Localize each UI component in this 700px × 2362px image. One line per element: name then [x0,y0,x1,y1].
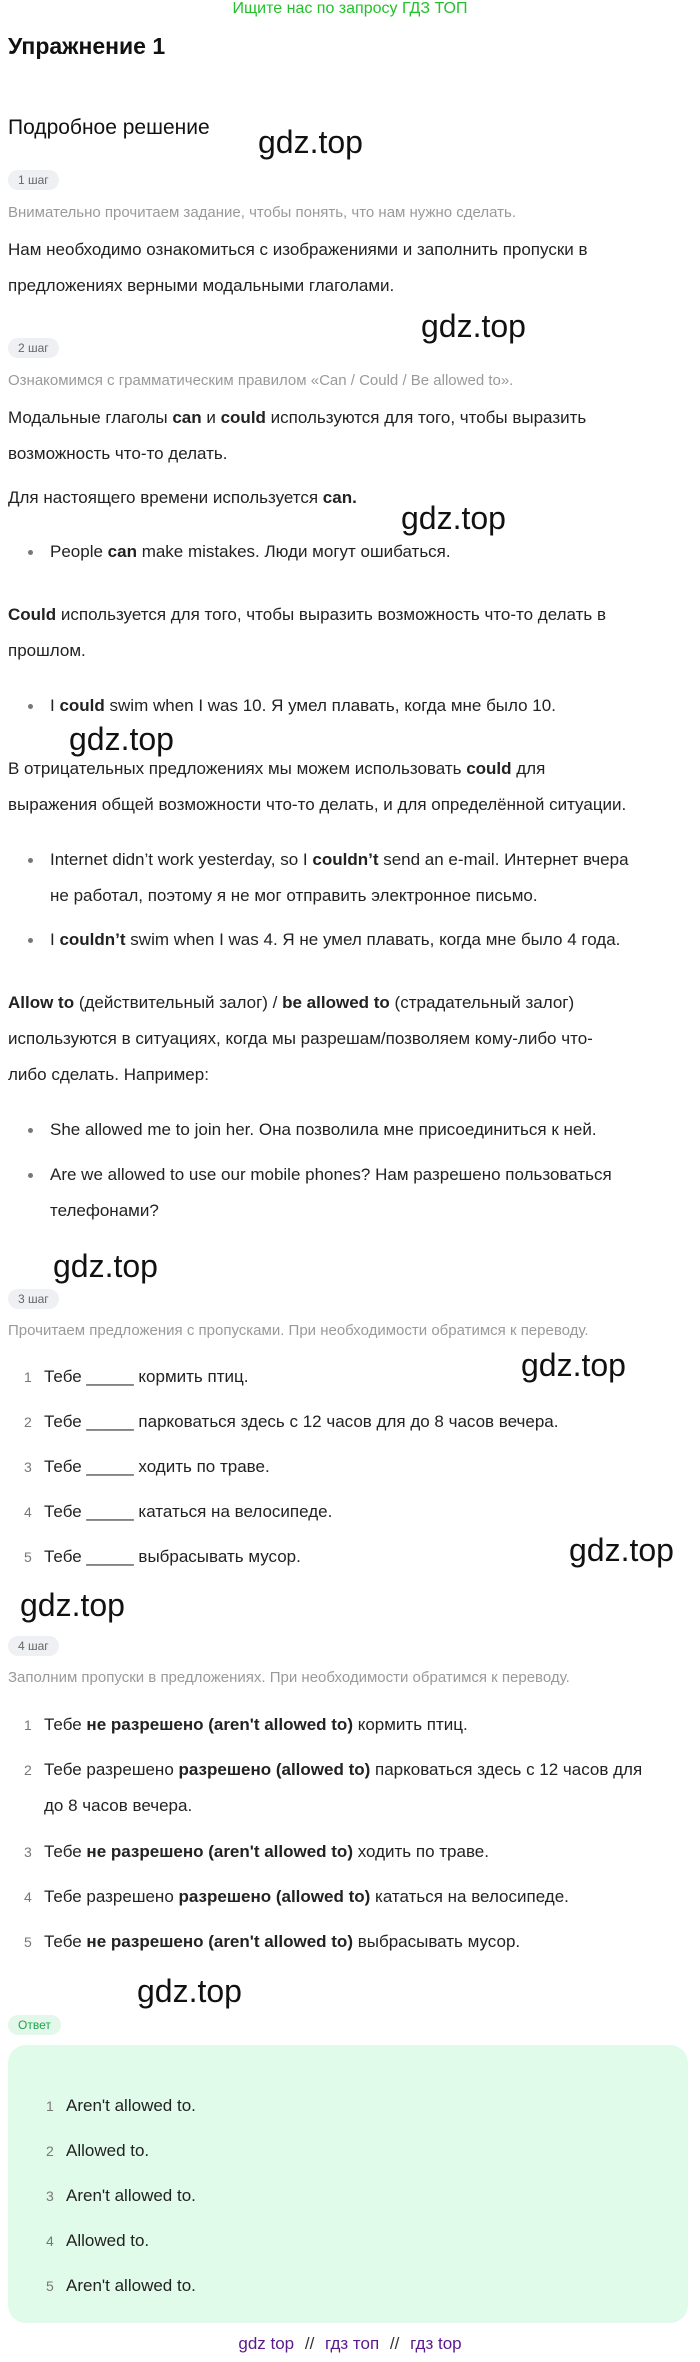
answer-badge: Ответ [8,2015,61,2035]
section-title: Подробное решение [8,116,210,139]
list-item: 3 Тебе _____ ходить по траве. [24,1457,270,1476]
footer-link-gdz-top-mixed[interactable]: гдз top [410,2334,462,2353]
page-title: Упражнение 1 [8,33,166,59]
list-item: 2 Тебе разрешено разрешено (allowed to) парковаться здесь с 12 часов для до 8 часов вечера. [24,1760,643,1815]
paragraph: Could используется для того, чтобы выразить возможность что-то делать в прошлом. [8,605,606,660]
answer-item: 4 Allowed to. [46,2231,150,2250]
list-item: I could swim when I was 10. Я умел плавать, когда мне было 10. [24,688,684,724]
paragraph: В отрицательных предложениях мы можем использовать could для выражения общей возможности что-то делать, и для определённой ситуации. [8,759,627,814]
step-badge: 2 шаг [8,338,59,358]
step-badge: 4 шаг [8,1636,59,1656]
answer-item: 3 Aren't allowed to. [46,2186,196,2205]
footer-separator: // [304,2334,315,2353]
step-badge: 3 шаг [8,1289,59,1309]
paragraph: Для настоящего времени используется can. [8,488,357,507]
footer-link-gdz-top-ru[interactable]: гдз топ [325,2334,380,2353]
paragraph: Нам необходимо ознакомиться с изображениями и заполнить пропуски в предложениях верными модальными глаголами. [8,240,588,295]
paragraph: Модальные глаголы can и could используются для того, чтобы выразить возможность что-то делать. [8,408,587,463]
list-item: 4 Тебе разрешено разрешено (allowed to) кататься на велосипеде. [24,1887,569,1906]
list-item: 2 Тебе _____ парковаться здесь с 12 часов для до 8 часов вечера. [24,1412,559,1431]
step-hint: Ознакомимся с грамматическим правилом «Can / Could / Be allowed to». [8,372,514,389]
step-hint: Внимательно прочитаем задание, чтобы понять, что нам нужно сделать. [8,204,517,221]
step-badge: 1 шаг [8,170,59,190]
watermark: gdz.top [421,308,526,344]
step-hint: Прочитаем предложения с пропусками. При необходимости обратимся к переводу. [8,1322,589,1339]
list-item: She allowed me to join her. Она позволила мне присоединиться к ней. [24,1112,684,1148]
answer-item: 2 Allowed to. [46,2141,150,2160]
list-item: 1 Тебе _____ кормить птиц. [24,1367,249,1386]
watermark: gdz.top [137,1973,242,2009]
list-item: Internet didn’t work yesterday, so I couldn’t send an e-mail. Интернет вчера не работал, поэтому я не мог отправить электронное письмо. [24,842,684,914]
watermark: gdz.top [20,1587,125,1623]
watermark: gdz.top [401,500,506,536]
list-item: 5 Тебе не разрешено (aren't allowed to) выбрасывать мусор. [24,1932,521,1951]
answer-item: 5 Aren't allowed to. [46,2276,196,2295]
top-banner: Ищите нас по запросу ГДЗ ТОП [232,0,468,17]
watermark: gdz.top [53,1248,158,1284]
watermark: gdz.top [569,1532,674,1568]
list-item: People can make mistakes. Люди могут ошибаться. [24,534,684,570]
paragraph: Allow to (действительный залог) / be allowed to (страдательный залог) используются в ситуациях, когда мы разрешам/позволяем кому-либо что- либо сделать. Например: [8,993,593,1084]
footer-link-gdz-top[interactable]: gdz top [238,2334,295,2353]
watermark: gdz.top [69,721,174,757]
footer-links [0,2334,700,2354]
watermark: gdz.top [258,124,363,160]
list-item: 1 Тебе не разрешено (aren't allowed to) кормить птиц. [24,1715,468,1734]
answer-item: 1 Aren't allowed to. [46,2096,196,2115]
watermark: gdz.top [521,1347,626,1383]
footer-separator: // [389,2334,400,2353]
list-item: 5 Тебе _____ выбрасывать мусор. [24,1547,301,1566]
list-item: Are we allowed to use our mobile phones? Нам разрешено пользоваться телефонами? [24,1157,684,1229]
step-hint: Заполним пропуски в предложениях. При необходимости обратимся к переводу. [8,1669,570,1686]
list-item: 3 Тебе не разрешено (aren't allowed to) ходить по траве. [24,1842,489,1861]
list-item: 4 Тебе _____ кататься на велосипеде. [24,1502,333,1521]
list-item: I couldn’t swim when I was 4. Я не умел плавать, когда мне было 4 года. [24,922,684,958]
